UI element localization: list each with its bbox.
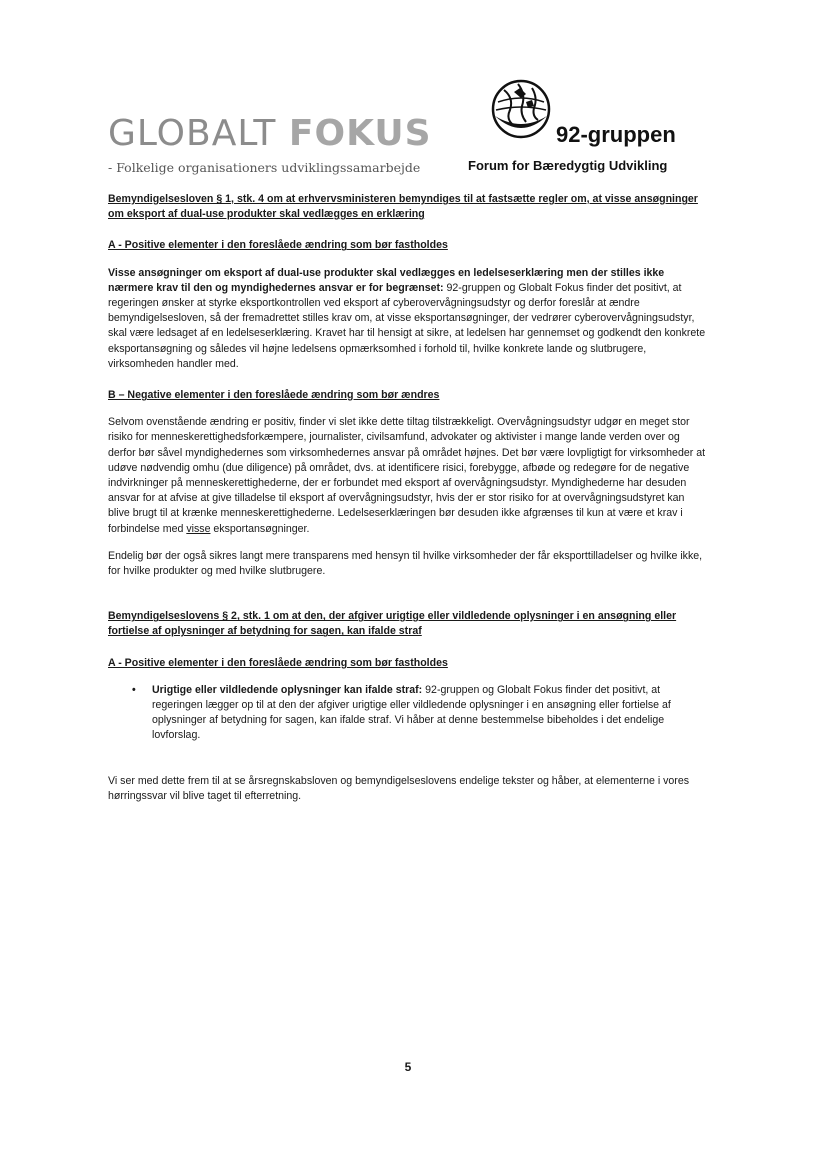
section1-subB-para1-before: Selvom ovenstående ændring er positiv, finder vi slet ikke dette tiltag tilstrækkeligt. Overvågningsudstyr udgør en meget stor risiko for menneskerettighedsforkæmpere, journalister, civilsamfund, advokater og aktivister i mange lande verden over og derfor bør såvel myndighedernes som virksomhedernes ansvar på området højnes. Det bør være lovpligtigt for virksomheder at udøve nødvendig omhu (due diligence) på området, dvs. at identificere risici, forebygge, afbøde og redegøre for de negative indvirkninger på menneskerettighederne, der er forbundet med eksport af overvågningsudstyr. Myndighederne har desuden ansvar for at afvise at give tilladelse til eksport af overvågningsudstyr, hvis der er stor risiko for at overvågningsudstyret kan blive brugt til at krænke menneskerettighederne. Ledelseserklæringen bør desuden ikke afgrænses til kun at være et krav i forbindelse med (108, 416, 706, 535)
document-body (108, 192, 708, 804)
section2-bullet-lead: Urigtige eller vildledende oplysninger kan ifalde straf: (152, 683, 423, 696)
section1-subA-lead: Visse ansøgninger om eksport af dual-use produkter skal vedlægges en ledelseserklæring men der stilles ikke nærmere krav til den og myndighedernes ansvar er for begrænset: (108, 266, 665, 294)
globalt-fokus-title (108, 113, 432, 154)
section1-subB-para1-after: eksportansøgninger. (210, 522, 310, 535)
92-gruppen-logo (468, 78, 728, 178)
section2-bullet-list (108, 683, 708, 744)
section1-subB-paragraph1 (108, 415, 708, 537)
page-number: 5 (404, 1060, 412, 1074)
section2-subA-heading: A - Positive elementer i den foreslåede ændring som bør fastholdes (108, 656, 448, 669)
section1-subA-body: 92-gruppen og Globalt Fokus finder det positivt, at regeringen ønsker at styrke eksportkontrollen ved eksport af cyberovervågningsudstyr og derfor foreslår at ændre bemyndigelsesloven, så der fremadrettet stilles krav om, at visse eksportansøgninger, der vedrører cyberovervågningsudstyr, skal være ledsaget af en ledelseserklæring. Kravet har til hensigt at sikre, at ledelsen har gennemset og godkendt den konkrete eksportansøgning og således vil højne ledelsens opmærksomhed i forhold til, hvilke konkrete lande og slutbrugere, virksomheden handler med. (108, 281, 706, 370)
globalt-fokus-logo (108, 113, 432, 175)
92-gruppen-title: 92-gruppen (556, 122, 676, 147)
section1-subA-paragraph (108, 266, 708, 372)
section1-subB-heading: B – Negative elementer i den foreslåede ændring som bør ændres (108, 389, 440, 402)
letterhead (108, 78, 718, 178)
globalt-fokus-title-light: GLOBALT (108, 113, 277, 154)
globalt-fokus-subtitle: - Folkelige organisationers udviklingssamarbejde (108, 160, 421, 175)
92-gruppen-subtitle: Forum for Bæredygtig Udvikling (468, 158, 668, 173)
section1-subA-heading: A - Positive elementer i den foreslåede ændring som bør fastholdes (108, 239, 448, 252)
section2-bullet-body: 92-gruppen og Globalt Fokus finder det positivt, at regeringen lægger op til at den der afgiver urigtige eller vildledende oplysninger i en ansøgning eller fortielse af oplysninger af betydning for sagen, kan ifalde straf. Vi håber at denne bestemmelse bibeholdes i det endelige lovforslag. (152, 683, 671, 742)
globalt-fokus-title-bold: FOKUS (288, 113, 432, 154)
bullet-icon: • (132, 683, 136, 696)
globe-icon (490, 78, 552, 140)
closing-paragraph: Vi ser med dette frem til at se årsregnskabsloven og bemyndigelseslovens endelige tekster og håber, at elementerne i vores hørringssvar vil blive taget til efterretning. (108, 774, 690, 802)
section1-heading: Bemyndigelsesloven § 1, stk. 4 om at erhvervsministeren bemyndiges til at fastsætte regler om, at visse ansøgninger om eksport af dual-use produkter skal vedlægges en erklæring (108, 193, 698, 221)
list-item (108, 683, 708, 744)
section1-subB-paragraph2: Endelig bør der også sikres langt mere transparens med hensyn til hvilke virksomheder der får eksporttilladelser og hvilke ikke, for hvilke produkter og med hvilke slutbrugere. (108, 549, 703, 578)
section2-heading: Bemyndigelseslovens § 2, stk. 1 om at den, der afgiver urigtige eller vildledende oplysninger i en ansøgning eller fortielse af oplysninger af betydning for sagen, kan ifalde straf (108, 610, 677, 638)
section1-subB-para1-underlined: visse (186, 522, 211, 535)
